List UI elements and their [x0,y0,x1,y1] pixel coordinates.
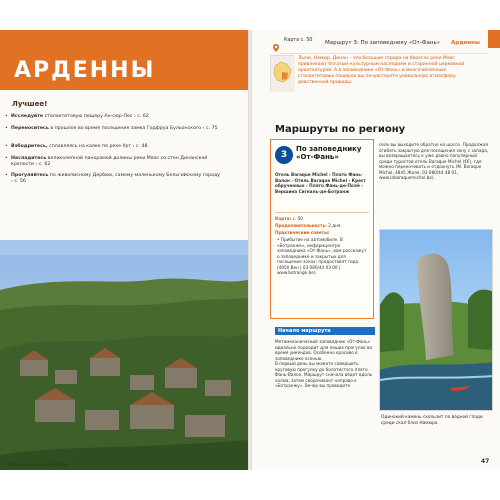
map-reference: Карта с. 50 [284,38,313,43]
left-photo-caption: Панорама города Дербюи [8,463,67,468]
card-duration-line: Продолжительность: 2 дня [275,223,341,228]
start-label: Начало маршрута [275,327,375,335]
right-photo-caption: Одинокий камень скользит по водной глади среди скал близ Намюра [381,415,483,426]
rock-river-photo [379,229,493,411]
highlight-item: • Насладитесь великолепной панорамой долины реки Маас со стен Динанской крепости › с. 62 [11,156,221,168]
page-number: 47 [481,458,490,465]
highlight-item: • Взбодритесь, сплавляясь на каяке по реке Урт › с. 48 [11,144,221,150]
section-title: Маршруты по региону [275,124,406,135]
card-tips-text: • Прибытие на автомобиле. В «Ботранже», информцентре заповедника «От-Фань», вам расскажут о заповеднике и закрытых для посещения зонах; предоставят гида (4950 Вен | 03 080/44 03 00 | www.botrange.be). [277,237,367,275]
route-header: Маршрут 3: По заповеднику «От-Фань» [325,40,441,46]
belgium-map-thumbnail [270,55,294,91]
intro-text: Льеж, Намюр, Динан – эти большие города на берегах реки Маас привлекают богатым культурным наследием и старинной церковной архитектурой. А в заповеднике «От-Фань» и многочисленных сталактитовых пещерах вы почувствуете уникальную атмосферу девственной природы. [298,56,465,85]
route-card [270,139,374,319]
card-map-line: Карта: с. 50 [275,216,303,221]
route-body-text: Метамеханический заповедник «От-Фань» идеально подходит для пеших прогулок во время уикендов. Особенно красиво в заповеднике осенью. В первый день вы можете совершить круговую прогулку до болотистого плато Фань-Валон. Маршрут сначала ведет вдоль холма, затем сворачивает направо к «Ботранжу». Вечер вы проводите [275,339,373,388]
page-title: АРДЕННЫ [14,58,156,83]
map-pin-icon [271,38,281,48]
highlight-item: • Прогуляйтесь по живописному Дербюи, самому маленькому Бельгийскому городу › с. 56 [11,173,221,185]
highlight-item: • Переноситесь в прошлое во время посещения замка Годфруа Бульонского › с. 75 [11,126,221,132]
route-body-text-continued: селе вы выходите обратно на шоссе. Продолжая огибать закрытую для посещения зону с запада, вы возвращаетесь к уже давно популярный среди туристов отель Baraque Michel (€€), где можно переночевать и отдохнуть (M. Baraque Michel, 4845 Жале, 03 080/44 48 01, www.labaraquemichel.be). [379,142,489,180]
route-number-badge: 3 [275,146,293,164]
town-panorama-photo [0,240,248,470]
route-description: Отель Baraque Michel › Плато Фань-Валон › Отель Baraque Michel › Крест обрученных › Плато Фань-де-Полё › Вершина Сигналь-де-Ботранж [275,172,366,194]
highlight-item: • Исследуйте сталактитовую пещеру Ан-сюр-Лес › с. 62 [11,114,221,120]
card-divider [275,212,369,213]
book-spine [248,30,252,470]
route-card-title: По заповеднику «От-Фань» [296,145,362,161]
card-tips-label: Практические советы: [275,230,330,235]
header-divider [280,53,488,54]
best-heading: Лучшее! [12,100,48,108]
region-header: Арденны [451,40,480,46]
